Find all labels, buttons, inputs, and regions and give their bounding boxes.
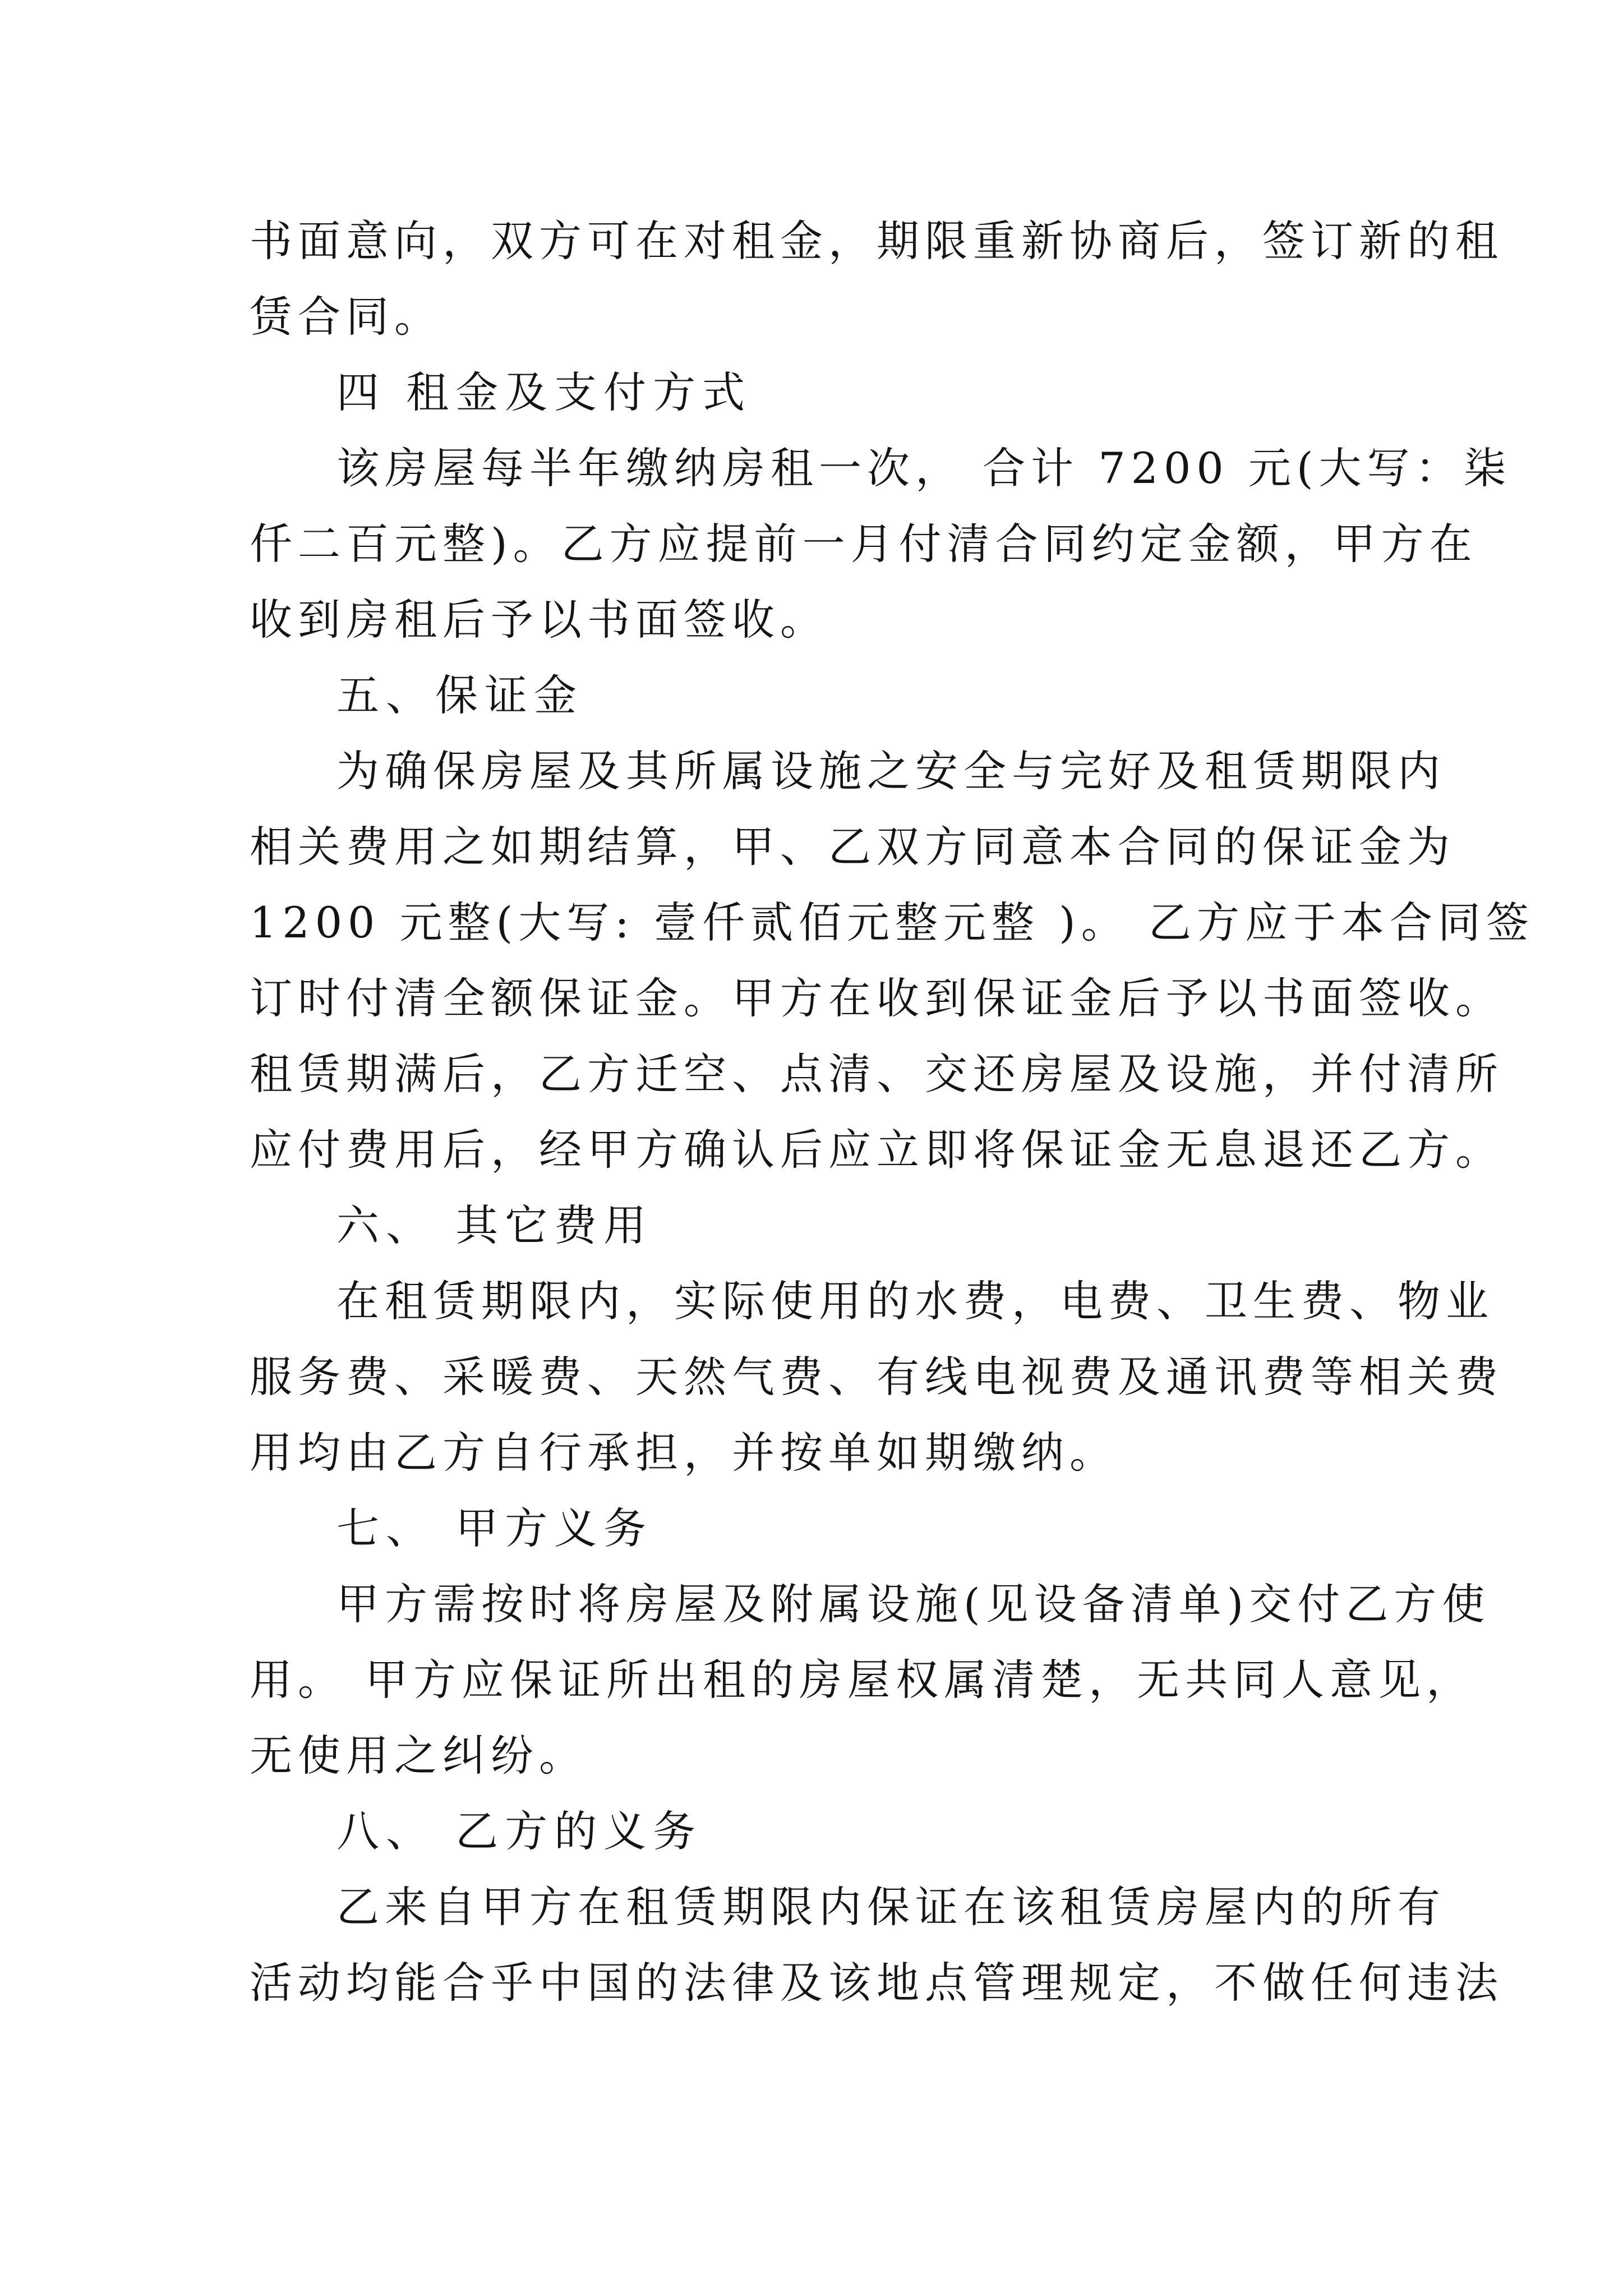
body-text-line: 赁合同。 xyxy=(250,292,442,342)
section-heading-other-fees: 六、 其它费用 xyxy=(336,1200,653,1250)
body-text-line: 书面意向，双方可在对租金，期限重新协商后，签订新的租 xyxy=(250,216,1504,266)
body-text-line: 为确保房屋及其所属设施之安全与完好及租赁期限内 xyxy=(336,746,1446,796)
section-heading-rent-payment: 四 租金及支付方式 xyxy=(336,367,752,417)
body-text-line: 订时付清全额保证金。甲方在收到保证金后予以书面签收。 xyxy=(250,973,1504,1023)
body-text-line: 应付费用后，经甲方确认后应立即将保证金无息退还乙方。 xyxy=(250,1125,1504,1175)
body-text-line: 甲方需按时将房屋及附属设施(见设备清单)交付乙方使 xyxy=(336,1579,1491,1629)
body-text-line: 租赁期满后，乙方迁空、点清、交还房屋及设施，并付清所 xyxy=(250,1049,1504,1099)
section-heading-party-a-obligations: 七、 甲方义务 xyxy=(336,1503,653,1553)
section-heading-deposit: 五、保证金 xyxy=(336,670,583,720)
body-text-line: 服务费、采暖费、天然气费、有线电视费及通讯费等相关费 xyxy=(250,1352,1504,1402)
body-text-line: 乙来自甲方在租赁期限内保证在该租赁房屋内的所有 xyxy=(336,1882,1446,1932)
body-text-line: 无使用之纠纷。 xyxy=(250,1731,587,1780)
body-text-line: 1200 元整(大写: 壹仟贰佰元整元整 )。 乙方应于本合同签 xyxy=(250,898,1534,947)
body-text-line: 用均由乙方自行承担，并按单如期缴纳。 xyxy=(250,1428,1118,1478)
section-heading-party-b-obligations: 八、 乙方的义务 xyxy=(336,1806,703,1856)
body-text-line: 仟二百元整)。乙方应提前一月付清合同约定金额，甲方在 xyxy=(250,519,1478,569)
body-text-line: 该房屋每半年缴纳房租一次， 合计 7200 元(大写：柒 xyxy=(336,443,1512,493)
body-text-line: 相关费用之如期结算，甲、乙双方同意本合同的保证金为 xyxy=(250,822,1455,872)
body-text-line: 在租赁期限内，实际使用的水费，电费、卫生费、物业 xyxy=(336,1276,1494,1326)
body-text-line: 收到房租后予以书面签收。 xyxy=(250,595,828,645)
body-text-line: 用。 甲方应保证所出租的房屋权属清楚，无共同人意见， xyxy=(250,1655,1475,1705)
body-text-line: 活动均能合乎中国的法律及该地点管理规定，不做任何违法 xyxy=(250,1958,1504,2008)
